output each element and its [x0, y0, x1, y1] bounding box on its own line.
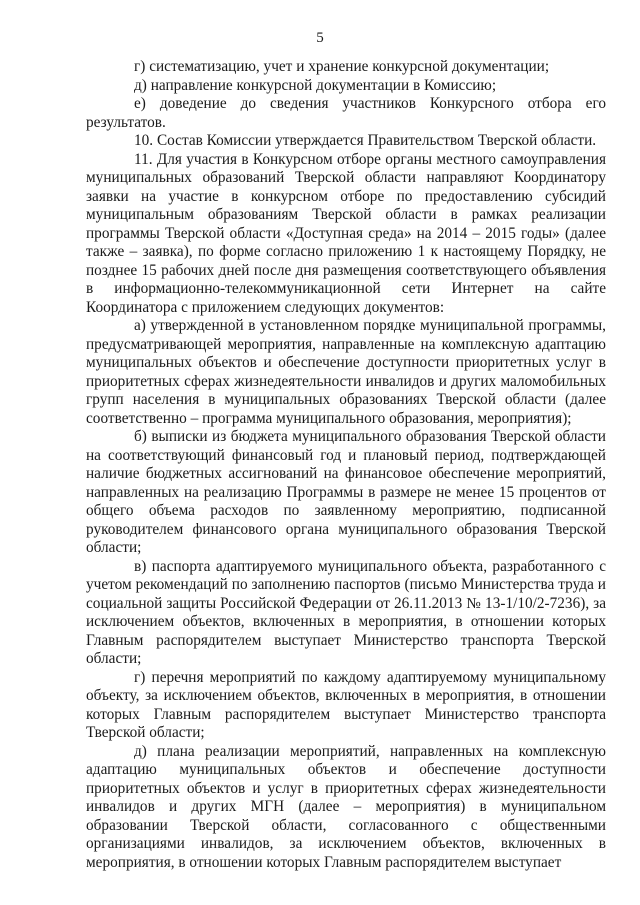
- paragraph-subitem-d: д) плана реализации мероприятий, направленных на комплексную адаптацию муниципальных объектов и обеспечение доступности приоритетных объектов и услуг в приоритетных сферах жизнедеятельности инвалидов и других МГН (далее – мероприятия) в муниципальном образовании Тверской области, согласованного с общественными организациями инвалидов, за исключением объектов, включенных в мероприятия, в отношении которых Главным распорядителем выступает: [86, 742, 606, 871]
- paragraph-subitem-a: а) утвержденной в установленном порядке муниципальной программы, предусматривающей мероприятия, направленные на комплексную адаптацию муниципальных объектов и обеспечение доступности приоритетных услуг в приоритетных сферах жизнедеятельности инвалидов и других маломобильных групп населения в муниципальных образованиях Тверской области (далее соответственно – программа муниципального образования, мероприятия);: [86, 317, 606, 427]
- paragraph-subitem-b: б) выписки из бюджета муниципального образования Тверской области на соответствующий финансовый год и плановый период, подтверждающей наличие бюджетных ассигнований на финансовое обеспечение мероприятий, направленных на реализацию Программы в размере не менее 15 процентов от общего объема расходов по заявленному мероприятию, подписанной руководителем финансового органа муниципального образования Тверской области;: [86, 428, 606, 556]
- paragraph-item-e: е) доведение до сведения участников Конкурсного отбора его результатов.: [86, 95, 606, 131]
- paragraph-subitem-v: в) паспорта адаптируемого муниципального объекта, разработанного с учетом рекомендаций по заполнению паспортов (письмо Министерства труда и социальной защиты Российской Федерации от 26.11.2013 № 13-1/10/2-7236), за исключением объектов, включенных в мероприятия, в отношении которых Главным распорядителем выступает Министерство транспорта Тверской области;: [86, 557, 606, 667]
- paragraph-item-d: д) направление конкурсной документации в Комиссию;: [134, 76, 497, 94]
- paragraph-subitem-g: г) перечня мероприятий по каждому адаптируемому муниципальному объекту, за исключением объектов, включенных в мероприятия, в отношении которых Главным распорядителем выступает Министерство транспорта Тверской области;: [86, 668, 606, 741]
- paragraph-clause-11: 11. Для участия в Конкурсном отборе органы местного самоуправления муниципальных образований Тверской области направляют Координатору заявки на участие в конкурсном отборе по предоставлению субсидий муниципальным образованиям Тверской области в рамках реализации программы Тверской области «Доступная среда» на 2014 – 2015 годы» (далее также – заявка), по форме согласно приложению 1 к настоящему Порядку, не позднее 15 рабочих дней после дня размещения соответствующего объявления в информационно-телекоммуникационной сети Интернет на сайте Координатора с приложением следующих документов:: [86, 150, 606, 316]
- document-body: [86, 58, 606, 872]
- page-number: 5: [316, 30, 324, 46]
- paragraph-item-g: г) систематизацию, учет и хранение конкурсной документации;: [134, 58, 550, 75]
- paragraph-clause-10: 10. Состав Комиссии утверждается Правительством Тверской области.: [134, 132, 597, 149]
